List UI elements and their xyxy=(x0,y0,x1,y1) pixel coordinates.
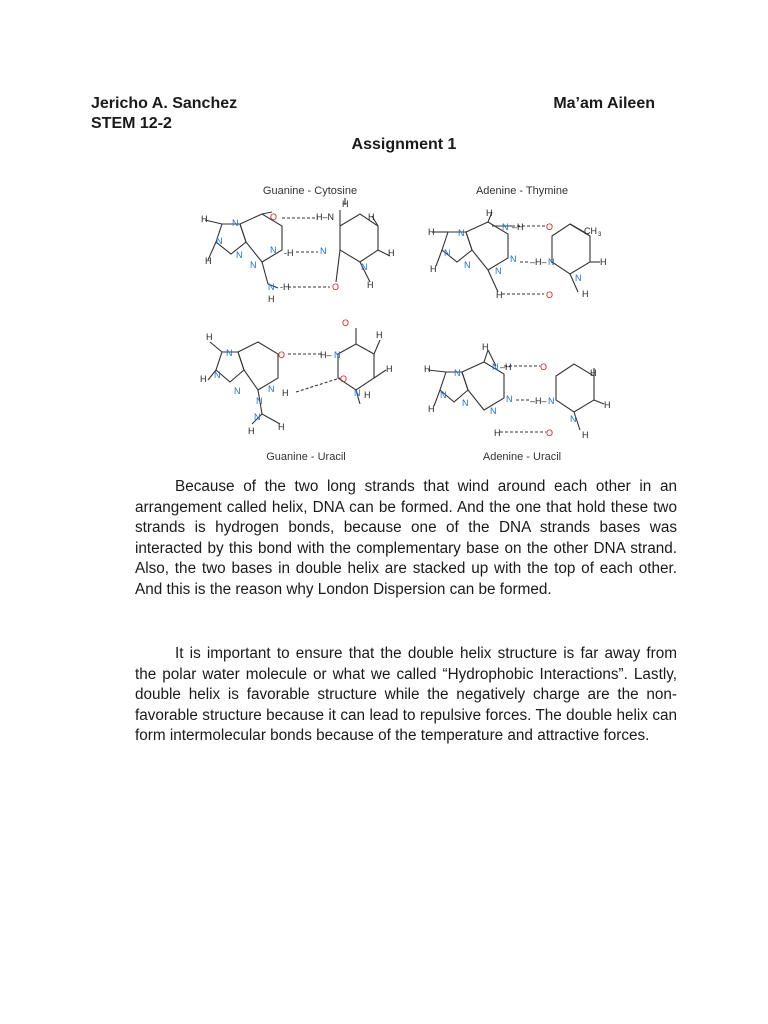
svg-text:H: H xyxy=(248,426,255,436)
svg-text:–H: –H xyxy=(512,222,524,232)
panel-guanine-cytosine xyxy=(201,185,395,304)
svg-text:N: N xyxy=(454,368,461,378)
svg-text:H: H xyxy=(201,214,208,224)
svg-text:H: H xyxy=(278,422,285,432)
svg-text:H: H xyxy=(388,248,395,258)
svg-text:O: O xyxy=(540,362,548,372)
svg-text:N: N xyxy=(320,246,327,256)
svg-text:N: N xyxy=(490,406,497,416)
svg-text:CH: CH xyxy=(584,226,597,236)
svg-text:N: N xyxy=(250,260,257,270)
svg-text:H: H xyxy=(430,264,437,274)
svg-text:N: N xyxy=(232,218,239,228)
svg-text:H–: H– xyxy=(320,350,332,360)
svg-text:N: N xyxy=(464,260,471,270)
svg-text:N: N xyxy=(440,390,447,400)
svg-text:N: N xyxy=(495,266,502,276)
svg-text:N: N xyxy=(354,388,361,398)
svg-text:H: H xyxy=(494,428,501,438)
svg-text:N: N xyxy=(268,384,275,394)
svg-text:N: N xyxy=(334,350,341,360)
teacher-name: Ma’am Aileen xyxy=(553,95,655,112)
svg-text:N: N xyxy=(548,257,555,267)
svg-text:O: O xyxy=(278,350,286,360)
svg-text:N: N xyxy=(226,348,233,358)
svg-text:O: O xyxy=(342,318,350,328)
svg-text:H: H xyxy=(268,294,275,304)
svg-text:N: N xyxy=(462,398,469,408)
svg-text:N: N xyxy=(234,386,241,396)
svg-text:H: H xyxy=(386,364,393,374)
svg-text:–H–: –H– xyxy=(530,257,547,267)
svg-text:N: N xyxy=(216,236,223,246)
svg-text:N: N xyxy=(254,412,261,422)
svg-text:H: H xyxy=(604,400,611,410)
svg-text:3: 3 xyxy=(598,232,602,238)
assignment-title-text: Assignment 1 xyxy=(351,136,457,153)
caption-guanine-uracil: Guanine - Uracil xyxy=(266,451,346,463)
svg-text:H: H xyxy=(582,289,589,299)
svg-text:H: H xyxy=(367,280,374,290)
svg-text:N: N xyxy=(444,248,451,258)
svg-text:N: N xyxy=(214,370,221,380)
svg-text:H–N: H–N xyxy=(316,212,335,222)
svg-text:O: O xyxy=(340,374,348,384)
paragraph-2 xyxy=(135,644,677,747)
svg-text:N: N xyxy=(458,228,465,238)
svg-text:O: O xyxy=(546,290,554,300)
svg-text:H: H xyxy=(206,332,213,342)
svg-text:H: H xyxy=(342,199,349,209)
svg-text:H: H xyxy=(428,404,435,414)
svg-text:–H–: –H– xyxy=(530,396,547,406)
svg-text:N: N xyxy=(548,396,555,406)
svg-text:N: N xyxy=(575,273,582,283)
svg-text:-H: -H xyxy=(284,248,294,258)
caption-adenine-uracil: Adenine - Uracil xyxy=(482,451,562,463)
svg-text:–H: –H xyxy=(500,362,512,372)
paragraph-1-text: Because of the two long strands that wind around each other in an arrangement called helix, DNA can be formed. And the one that hold these two strands is hydrogen bonds, because one of the DNA strands bases was interacted by this bond with the complementary base on the other DNA strand. Also, the two bases in double helix are stacked up with the top of each other. And this is the reason why London Dispersion can be formed. xyxy=(135,478,677,598)
section-label: STEM 12-2 xyxy=(91,115,172,132)
caption-adenine-thymine: Adenine - Thymine xyxy=(475,185,569,197)
svg-text:N: N xyxy=(270,245,277,255)
student-name: Jericho A. Sanchez xyxy=(91,95,238,112)
svg-text:N: N xyxy=(361,262,368,272)
svg-text:H: H xyxy=(590,368,597,378)
caption-guanine-cytosine: Guanine - Cytosine xyxy=(262,185,358,197)
svg-text:H: H xyxy=(496,290,503,300)
base-pair-figure xyxy=(0,0,768,470)
svg-text:N: N xyxy=(236,250,243,260)
svg-text:H: H xyxy=(368,212,375,222)
svg-text:N: N xyxy=(570,414,577,424)
svg-text:-H: -H xyxy=(280,282,290,292)
panel-guanine-uracil xyxy=(200,318,393,463)
svg-text:N: N xyxy=(256,396,263,406)
svg-text:H: H xyxy=(600,257,607,267)
svg-text:H: H xyxy=(486,208,493,218)
svg-text:N: N xyxy=(268,282,275,292)
svg-text:H: H xyxy=(364,390,371,400)
svg-text:H: H xyxy=(205,256,212,266)
svg-text:O: O xyxy=(546,428,554,438)
svg-text:N: N xyxy=(510,254,517,264)
svg-text:H: H xyxy=(482,342,489,352)
svg-text:H: H xyxy=(376,330,383,340)
panel-adenine-uracil xyxy=(424,342,611,463)
paragraph-2-text: It is important to ensure that the double helix structure is far away from the polar water molecule or what we called “Hydrophobic Interactions”. Lastly, double helix is favorable structure while the negatively charge are the non-favorable structure because it can lead to repulsive forces. The double helix can form intermolecular bonds because of the temperature and attractive forces. xyxy=(135,645,677,745)
svg-text:H: H xyxy=(582,430,589,440)
svg-text:O: O xyxy=(270,212,278,222)
svg-text:H: H xyxy=(282,388,289,398)
guanine-pyrimidine-ring-2 xyxy=(238,342,278,390)
svg-text:O: O xyxy=(332,282,340,292)
svg-text:N: N xyxy=(502,222,509,232)
svg-text:H: H xyxy=(428,227,435,237)
svg-text:H: H xyxy=(424,364,431,374)
paragraph-1 xyxy=(135,477,677,601)
svg-text:N: N xyxy=(506,394,513,404)
svg-text:N: N xyxy=(492,362,499,372)
uracil-ring-2 xyxy=(556,364,594,412)
panel-adenine-thymine xyxy=(428,185,607,300)
svg-text:O: O xyxy=(546,222,554,232)
svg-text:H: H xyxy=(200,374,207,384)
